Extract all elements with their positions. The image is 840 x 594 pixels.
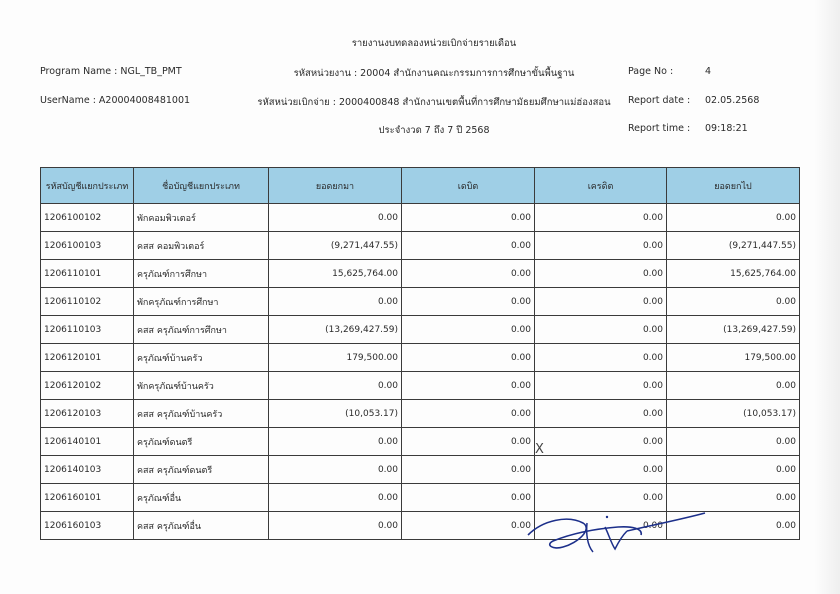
credit-cell: 0.00 <box>535 288 667 316</box>
table-row <box>41 428 800 456</box>
debit-cell: 0.00 <box>402 204 535 232</box>
carried-forward-cell: 0.00 <box>667 512 800 540</box>
account-name-cell: คสส ครุภัณฑ์บ้านครัว <box>134 400 269 428</box>
account-name-cell: ครุภัณฑ์บ้านครัว <box>134 344 269 372</box>
brought-forward-cell: 0.00 <box>269 484 402 512</box>
account-code-cell: 1206140101 <box>41 428 134 456</box>
carried-forward-cell: (10,053.17) <box>667 400 800 428</box>
carried-forward-cell: 0.00 <box>667 372 800 400</box>
brought-forward-cell: (13,269,427.59) <box>269 316 402 344</box>
credit-cell: 0.00 <box>535 484 667 512</box>
credit-cell: 0.00 <box>535 316 667 344</box>
account-code-cell: 1206120103 <box>41 400 134 428</box>
debit-cell: 0.00 <box>402 484 535 512</box>
debit-cell: 0.00 <box>402 288 535 316</box>
brought-forward-cell: 0.00 <box>269 372 402 400</box>
debit-cell: 0.00 <box>402 456 535 484</box>
account-code-cell: 1206160101 <box>41 484 134 512</box>
account-code-cell: 1206120101 <box>41 344 134 372</box>
credit-cell: 0.00 <box>535 512 667 540</box>
credit-cell: 0.00 <box>535 372 667 400</box>
brought-forward-cell: (9,271,447.55) <box>269 232 402 260</box>
disbursing-line: รหัสหน่วยเบิกจ่าย : 2000400848 สำนักงานเขตพื้นที่การศึกษามัธยมศึกษาแม่ฮ่องสอน <box>257 97 611 108</box>
period-line: ประจำงวด 7 ถึง 7 ปี 2568 <box>378 125 490 136</box>
col-header-credit: เครดิต <box>535 168 667 204</box>
carried-forward-cell: (9,271,447.55) <box>667 232 800 260</box>
debit-cell: 0.00 <box>402 260 535 288</box>
account-code-cell: 1206140103 <box>41 456 134 484</box>
carried-forward-cell: 0.00 <box>667 204 800 232</box>
table-row <box>41 204 800 232</box>
account-name-cell: คสส ครุภัณฑ์อื่น <box>134 512 269 540</box>
report-date-label: Report date : <box>628 95 691 106</box>
debit-cell: 0.00 <box>402 372 535 400</box>
account-code-cell: 1206120102 <box>41 372 134 400</box>
carried-forward-cell: 0.00 <box>667 288 800 316</box>
user-name: UserName : A20004008481001 <box>40 95 191 106</box>
table-row <box>41 456 800 484</box>
carried-forward-cell: 0.00 <box>667 428 800 456</box>
table-row <box>41 288 800 316</box>
col-header-carried-forward: ยอดยกไป <box>667 168 800 204</box>
credit-cell: 0.00 <box>535 428 667 456</box>
credit-cell: 0.00 <box>535 204 667 232</box>
col-header-account-name: ชื่อบัญชีแยกประเภท <box>134 168 269 204</box>
table-row <box>41 344 800 372</box>
account-name-cell: คสส ครุภัณฑ์ดนตรี <box>134 456 269 484</box>
debit-cell: 0.00 <box>402 344 535 372</box>
col-header-debit: เดบิต <box>402 168 535 204</box>
carried-forward-cell: 15,625,764.00 <box>667 260 800 288</box>
account-name-cell: พักคอมพิวเตอร์ <box>134 204 269 232</box>
credit-cell: 0.00 <box>535 344 667 372</box>
col-header-brought-forward: ยอดยกมา <box>269 168 402 204</box>
carried-forward-cell: 179,500.00 <box>667 344 800 372</box>
account-name-cell: ครุภัณฑ์ดนตรี <box>134 428 269 456</box>
check-mark: X <box>535 442 544 457</box>
table-row <box>41 316 800 344</box>
brought-forward-cell: 0.00 <box>269 288 402 316</box>
brought-forward-cell: 0.00 <box>269 512 402 540</box>
account-code-cell: 1206100103 <box>41 232 134 260</box>
account-code-cell: 1206100102 <box>41 204 134 232</box>
account-name-cell: คสส คอมพิวเตอร์ <box>134 232 269 260</box>
brought-forward-cell: 0.00 <box>269 456 402 484</box>
debit-cell: 0.00 <box>402 316 535 344</box>
program-name: Program Name : NGL_TB_PMT <box>40 66 182 77</box>
debit-cell: 0.00 <box>402 400 535 428</box>
report-time-label: Report time : <box>628 123 691 134</box>
debit-cell: 0.00 <box>402 232 535 260</box>
credit-cell: 0.00 <box>535 456 667 484</box>
report-title: รายงานงบทดลองหน่วยเบิกจ่ายรายเดือน <box>351 38 517 49</box>
signature <box>523 505 713 560</box>
account-code-cell: 1206160103 <box>41 512 134 540</box>
trial-balance-table <box>40 167 800 540</box>
account-name-cell: คสส ครุภัณฑ์การศึกษา <box>134 316 269 344</box>
credit-cell: 0.00 <box>535 400 667 428</box>
account-code-cell: 1206110103 <box>41 316 134 344</box>
carried-forward-cell: (13,269,427.59) <box>667 316 800 344</box>
debit-cell: 0.00 <box>402 512 535 540</box>
table-row <box>41 400 800 428</box>
report-time-value: 09:18:21 <box>705 123 748 134</box>
report-date-value: 02.05.2568 <box>705 95 760 106</box>
brought-forward-cell: 15,625,764.00 <box>269 260 402 288</box>
scan-shadow <box>814 0 840 594</box>
account-code-cell: 1206110102 <box>41 288 134 316</box>
col-header-account-code: รหัสบัญชีแยกประเภท <box>41 168 134 204</box>
carried-forward-cell: 0.00 <box>667 484 800 512</box>
carried-forward-cell: 0.00 <box>667 456 800 484</box>
table-row <box>41 232 800 260</box>
credit-cell: 0.00 <box>535 232 667 260</box>
table-header-row <box>41 168 800 204</box>
account-name-cell: ครุภัณฑ์การศึกษา <box>134 260 269 288</box>
brought-forward-cell: 0.00 <box>269 428 402 456</box>
account-code-cell: 1206110101 <box>41 260 134 288</box>
page-value: 4 <box>705 66 712 77</box>
brought-forward-cell: 179,500.00 <box>269 344 402 372</box>
credit-cell: 0.00 <box>535 260 667 288</box>
brought-forward-cell: 0.00 <box>269 204 402 232</box>
agency-line: รหัสหน่วยงาน : 20004 สำนักงานคณะกรรมการการศึกษาขั้นพื้นฐาน <box>293 68 575 79</box>
account-name-cell: พักครุภัณฑ์บ้านครัว <box>134 372 269 400</box>
account-name-cell: ครุภัณฑ์อื่น <box>134 484 269 512</box>
debit-cell: 0.00 <box>402 428 535 456</box>
brought-forward-cell: (10,053.17) <box>269 400 402 428</box>
table-row <box>41 260 800 288</box>
account-name-cell: พักครุภัณฑ์การศึกษา <box>134 288 269 316</box>
page-label: Page No : <box>628 66 674 77</box>
table-row <box>41 372 800 400</box>
